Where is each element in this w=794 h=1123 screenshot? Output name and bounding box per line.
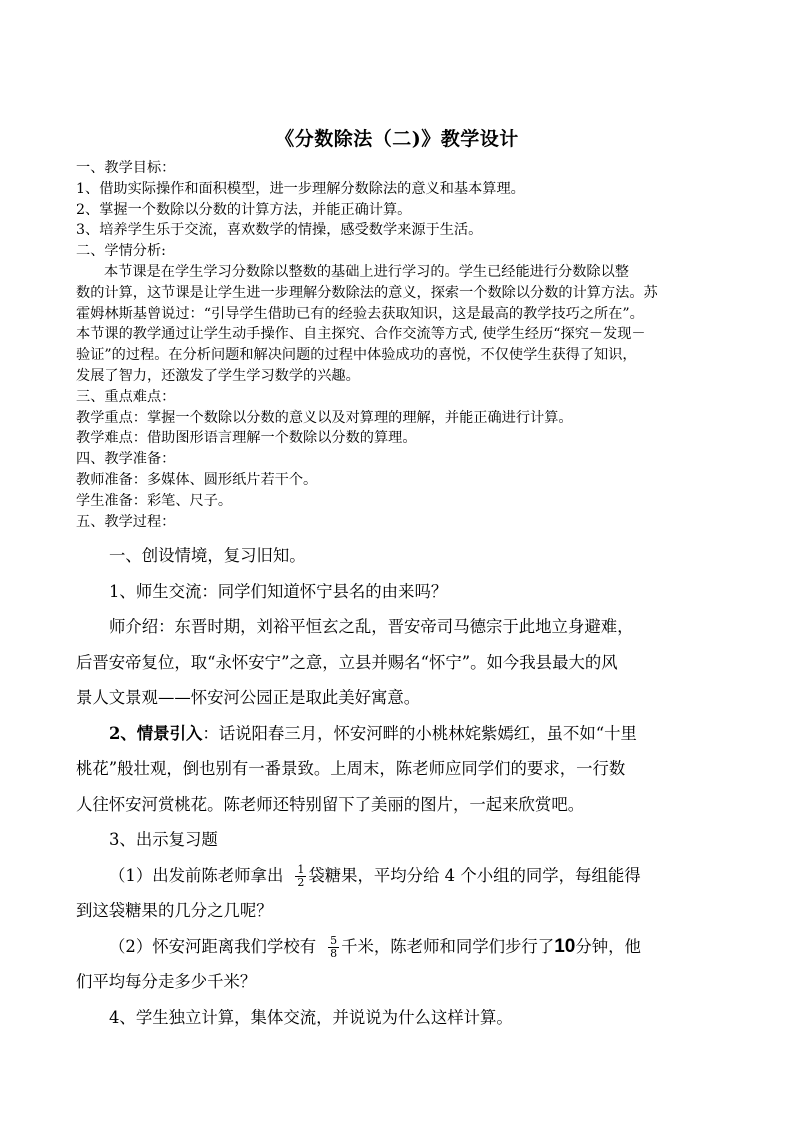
teacher-preparation: 教师准备：多媒体、圆形纸片若干个。 bbox=[76, 471, 318, 488]
document-title: 《分数除法（二)》教学设计 bbox=[275, 128, 519, 150]
section-heading-process: 五、教学过程： bbox=[76, 513, 176, 530]
fraction-denominator: 2 bbox=[297, 875, 305, 889]
fraction-five-eighths bbox=[328, 935, 339, 960]
intro-line: 后晋安帝复位，取“永怀安宁”之意，立县并赐名“怀宁”。如今我县最大的风 bbox=[76, 652, 618, 672]
question-1 bbox=[76, 858, 718, 894]
analysis-line: 验证”的过程。在分析问题和解决问题的过程中体验成功的喜悦，不仅使学生获得了知识， bbox=[76, 347, 637, 364]
scene-line: 人往怀安河赏桃花。陈老师还特别留下了美丽的图片，一起来欣赏吧。 bbox=[76, 794, 585, 814]
question-2-before: （2）怀安河距离我们学校有 bbox=[109, 936, 317, 956]
fraction-denominator: 8 bbox=[330, 946, 338, 960]
question-2-middle: 千米，陈老师和同学们步行了 bbox=[341, 936, 555, 956]
analysis-line: 本节课的教学通过让学生动手操作、自主探究、合作交流等方式, 使学生经历“探究－发现－ bbox=[76, 326, 646, 343]
intro-line: 景人文景观——怀安河公园正是取此美好寓意。 bbox=[76, 688, 421, 708]
section-heading-objectives: 一、教学目标： bbox=[76, 160, 176, 176]
analysis-line: 本节课是在学生学习分数除以整数的基础上进行学习的。学生已经能进行分数除以整 bbox=[104, 263, 629, 280]
process-step-4: 4、学生独立计算，集体交流，并说说为什么这样计算。 bbox=[109, 1007, 513, 1027]
fraction-numerator: 1 bbox=[297, 862, 305, 876]
scene-text: ：话说阳春三月，怀安河畔的小桃林姹紫嫣红，虽不如“十里 bbox=[202, 723, 637, 743]
question-1-after: 袋糖果，平均分给 4 个小组的同学，每组能得 bbox=[308, 865, 641, 885]
key-point-text: 教学重点：掌握一个数除以分数的意义以及对算理的理解，并能正确进行计算。 bbox=[76, 409, 573, 426]
question-2-line-2: 们平均每分走多少千米？ bbox=[76, 972, 257, 992]
review-title: 3、出示复习题 bbox=[109, 830, 218, 850]
process-step-1: 一、创设情境，复习旧知。 bbox=[109, 546, 306, 566]
minutes-value: 10 bbox=[554, 935, 576, 957]
question-1-line-2: 到这袋糖果的几分之几呢？ bbox=[76, 901, 273, 921]
section-heading-key-points: 三、重点难点： bbox=[76, 388, 176, 405]
analysis-line: 霍姆林斯基曾说过：“引导学生借助已有的经验去获取知识，这是最高的教学技巧之所在”。 bbox=[76, 305, 644, 322]
scene-label: 2、情景引入 bbox=[109, 723, 203, 743]
scene-line bbox=[76, 716, 718, 752]
teacher-student-exchange: 1、师生交流：同学们知道怀宁县名的由来吗？ bbox=[109, 581, 448, 601]
fraction-numerator: 5 bbox=[330, 933, 338, 947]
intro-line: 师介绍：东晋时期，刘裕平恒玄之乱，晋安帝司马德宗于此地立身避难， bbox=[109, 617, 634, 637]
student-preparation: 学生准备：彩笔、尺子。 bbox=[76, 492, 233, 509]
question-2-after: 分钟，他 bbox=[575, 936, 641, 956]
document-content bbox=[76, 126, 718, 1035]
scene-line: 桃花”般壮观，倒也别有一番景致。上周末，陈老师应同学们的要求，一行数 bbox=[76, 759, 626, 779]
section-heading-analysis: 二、学情分析: bbox=[76, 243, 166, 260]
analysis-line: 发展了智力，还激发了学生学习数学的兴趣。 bbox=[76, 367, 360, 384]
analysis-line: 数的计算，这节课是让学生进一步理解分数除法的意义，探索一个数除以分数的计算方法。苏 bbox=[76, 284, 658, 301]
objective-item: 3、培养学生乐于交流，喜欢数学的情操，感受数学来源于生活。 bbox=[76, 222, 483, 239]
question-2 bbox=[76, 929, 718, 965]
objective-item: 1、借助实际操作和面积模型，进一步理解分数除法的意义和基本算理。 bbox=[76, 180, 525, 197]
fraction-one-half bbox=[295, 864, 306, 889]
objective-item: 2、掌握一个数除以分数的计算方法，并能正确计算。 bbox=[76, 201, 412, 218]
question-1-before: （1）出发前陈老师拿出 bbox=[109, 865, 284, 885]
section-heading-preparation: 四、教学准备： bbox=[76, 451, 176, 468]
difficulty-text: 教学难点：借助图形语言理解一个数除以分数的算理。 bbox=[76, 430, 417, 447]
